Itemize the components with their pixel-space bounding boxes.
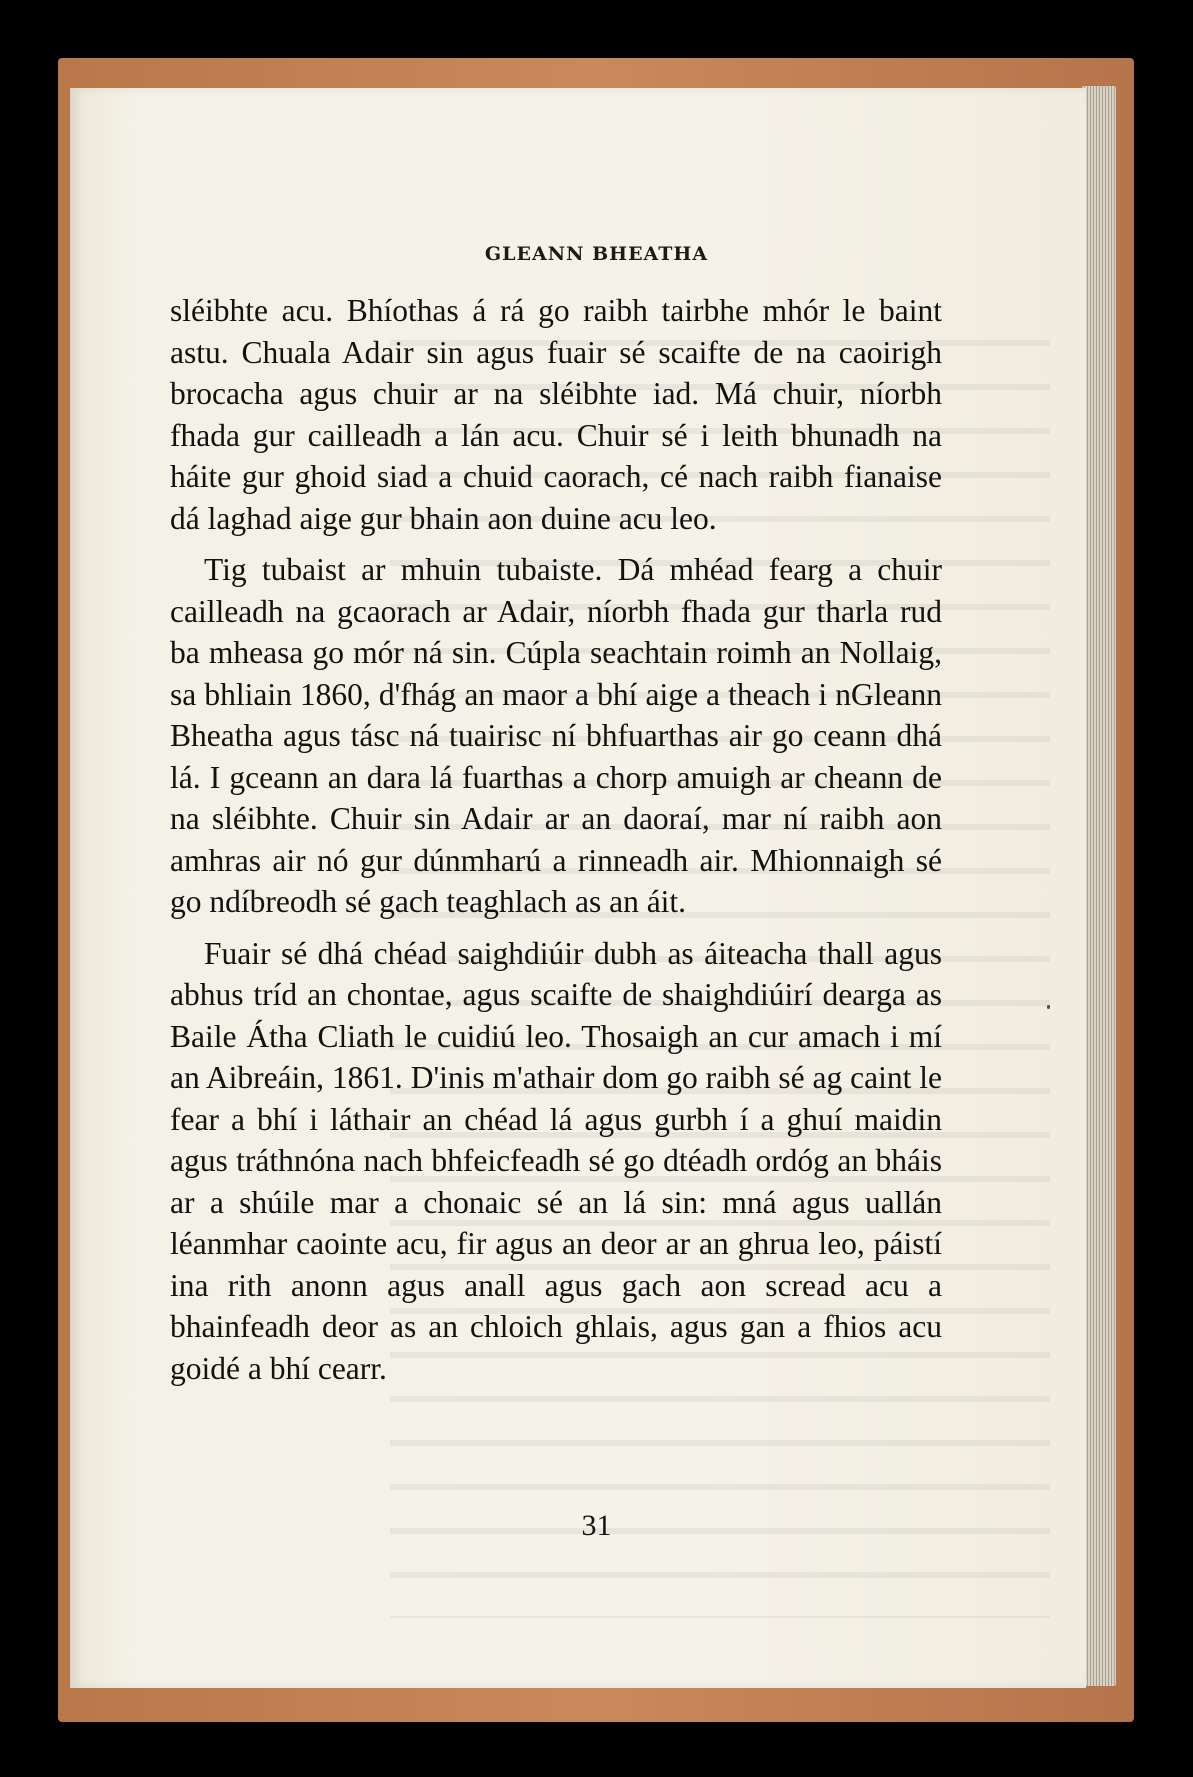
paragraph-3: Fuair sé dhá chéad saighdiúir dubh as áiteacha thall agus abhus tríd an chontae, agus scaifte de shaighdiúirí dearga as Baile Átha Cliath le cuidiú leo. Thosaigh an cur amach i mí an Aibreáin, 1861. D'inis m'athair dom go raibh sé ag caint le fear a bhí i láthair an chéad lá agus gurbh í a ghuí maidin agus tráthnóna nach bhfeicfeadh sé go dtéadh ordóg an bháis ar a shúile mar a chonaic sé an lá sin: mná agus uallán léanmhar caointe acu, fir agus an deor ar an ghrua leo, páistí ina rith anonn agus anall agus gach aon scread acu a bhainfeadh deor as an chloich ghlais, agus gan a fhios acu goidé a bhí cearr. <box>170 935 942 1386</box>
paragraph-2: Tig tubaist ar mhuin tubaiste. Dá mhéad fearg a chuir cailleadh na gcaorach ar Adair, níorbh fhada gur tharla rud ba mheasa go mór ná sin. Cúpla seachtain roimh an Nollaig, sa bhliain 1860, d'fhág an maor a bhí aige a theach i nGleann Bheatha agus tásc ná tuairisc ní bhfuarthas air go ceann dhá lá. I gceann an dara lá fuarthas a chorp amuigh ar cheann de na sléibhte. Chuir sin Adair ar an daoraí, mar ní raibh aon amhras air nó gur dúnmharú a rinneadh air. Mhionnaigh sé go ndíbreodh sé gach teaghlach as an áit. <box>170 552 942 919</box>
paragraph-1: sléibhte acu. Bhíothas á rá go raibh tairbhe mhór le baint astu. Chuala Adair sin agus fuair sé scaifte de na caoirigh brocacha agus chuir ar na sléibhte iad. Má chuir, níorbh fhada gur cailleadh a lán acu. Chuir sé i leith bhunadh na háite gur ghoid siad a chuid caorach, cé nach raibh fianaise dá laghad aige gur bhain aon duine acu leo. <box>170 293 942 536</box>
page-edges <box>1082 86 1116 1686</box>
running-head: GLEANN BHEATHA <box>484 243 709 265</box>
dust-speck <box>1047 1005 1050 1009</box>
body-text <box>170 290 942 1389</box>
page-number: 31 <box>581 1509 612 1542</box>
